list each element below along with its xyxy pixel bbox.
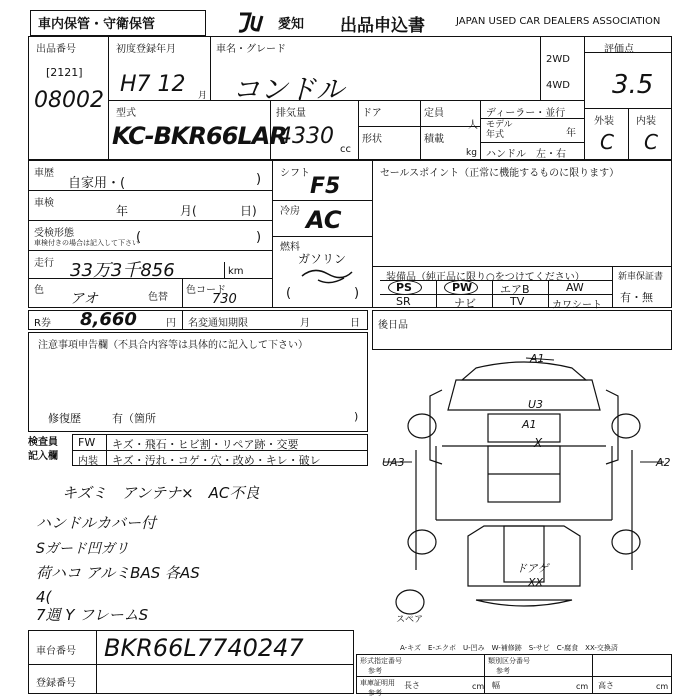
load-unit: kg [466,148,477,158]
pw-circle [444,280,478,295]
swatch-label: 色替 [148,292,168,303]
diagram-mark-a1-top: A1 [530,352,545,365]
owner-label: 後日品 [378,320,408,331]
warranty-label: 受検形態 [34,228,74,239]
handwritten-note-5: 4( [36,588,52,606]
year-unit: 年 [566,128,576,139]
displacement-value: 4330 [278,124,334,149]
grade-int-label: 内装 [636,116,656,127]
cooling-label: 冷房 [280,206,300,217]
fw-items: キズ・飛石・ヒビ割・リペア跡・交要 [112,438,299,451]
color-code: 730 [212,292,237,307]
ju-logo [236,10,276,34]
owner-box [372,310,672,350]
history-value: 自家用・( [68,176,126,191]
capacity-unit: 人 [468,120,478,131]
warranty-book-label: 新車保証書 [618,272,664,282]
diagram-mark-u3: U3 [528,398,544,411]
mark2-sub: 参考 [496,667,510,675]
name-change-month: 月 [300,318,310,329]
handwritten-note-1: キズミ アンテナ× AC不良 [62,484,260,502]
car-name-value: コンドル [232,73,345,106]
size-height-unit: cm [656,682,669,691]
cert-label: 車庫証明用 [360,679,395,687]
form-title: 出品申込書 [340,16,425,36]
size-width-unit: cm [576,682,589,691]
handle-label: ハンドル 左・右 [486,149,566,160]
mileage-unit: km [228,266,244,277]
size-width-label: 幅 [492,681,500,690]
grade-int-value: C [644,130,658,154]
model-year-label: モデル 年式 [486,120,513,140]
car-name-label: 車名・グレード [216,44,286,55]
displacement-unit: cc [340,144,351,155]
diagram-mark-a2: A2 [656,456,671,469]
vehicle-diagram [376,350,672,650]
size-length-label: 長さ [404,681,420,690]
inspection-month: 月( [180,204,197,218]
in-label: 内装 [78,456,98,467]
grade-label: 評価点 [604,44,634,55]
grade-ext-label: 外装 [594,116,614,127]
in-items: キズ・汚れ・コゲ・穴・改め・キレ・破レ [112,454,321,467]
org-name: 愛知 [278,17,305,32]
mark1-sub: 参考 [368,667,382,675]
repair-close: ) [354,410,359,423]
notes-label: 注意事項申告欄（不具合内容等は具体的に記入して下さい） [38,340,308,351]
equip-pw: PW [452,281,473,294]
history-label: 車歴 [34,168,54,179]
size-length-unit: cm [472,682,485,691]
equip-sr: SR [396,295,411,308]
door-label: ドア [362,108,382,119]
drive-2wd: 2WD [546,54,570,65]
handwritten-note-6: 7週 Y フレームS [36,606,149,624]
equip-airbag: エアB [500,283,530,296]
fuel-scribble [298,266,358,290]
recycle-label: R券 [34,318,51,329]
name-change-label: 名変通知期限 [188,318,248,329]
inspection-year: 年 [116,204,129,218]
registration-suffix: 月 [198,91,208,101]
dealer-label: ディーラー・並行 [486,108,566,119]
warranty-close: ) [256,230,262,245]
registration-label: 初度登録年月 [116,44,176,55]
cert-sub: 参考 [368,689,382,697]
model-label: 型式 [116,108,136,119]
chassis-label: 車台番号 [36,646,76,657]
shift-value: F5 [310,174,341,199]
equip-aw: AW [566,281,584,294]
warranty-open: ( [136,230,142,245]
equip-ps: PS [396,281,412,294]
warranty-sub: 車検付きの場合は記入して下さい [34,239,139,247]
displacement-label: 排気量 [276,108,306,119]
chassis-value: BKR66L7740247 [104,634,304,662]
model-value: KC-BKR66LAR [112,122,287,150]
repair-label: 修復歴 [48,412,81,425]
lot-sub: [2121] [46,66,83,79]
diagram-mark-x: X [534,436,543,450]
recycle-value: 8,660 [80,309,137,330]
mileage-value: 33万3千856 [70,260,175,281]
damage-legend: A-キズ E-エクボ U-凹み W-補修跡 S-サビ C-腐食 XX-交換済 [400,644,618,652]
color-value: アオ [70,291,98,307]
mileage-label: 走行 [34,258,54,269]
grade-value: 3.5 [612,70,654,100]
equip-leather-seat: カワシート [552,300,602,311]
registration-value: H7 12 [120,72,186,97]
fuel-label: 燃料 [280,242,300,253]
warranty-book-value: 有・無 [620,291,653,304]
association-name: JAPAN USED CAR DEALERS ASSOCIATION [456,16,661,27]
handwritten-note-3: Sガード凹ガリ [36,541,129,557]
storage-badge-text: 車内保管・守衛保管 [38,17,156,32]
equip-navi: ナビ [454,297,476,310]
color-label: 色 [34,285,44,296]
diagram-mark-door: ドアゲ [516,562,549,575]
color-code-label: 色コード [186,285,226,296]
equipment-label: 装備品（純正品に限り○をつけてください） [386,272,585,283]
shape-label: 形状 [362,134,382,145]
recycle-unit: 円 [166,318,176,329]
grade-ext-value: C [600,130,614,154]
mark2-label: 類別区分番号 [488,657,530,665]
lot-label: 出品番号 [36,44,76,55]
size-height-label: 高さ [598,681,614,690]
history-close: ) [256,172,262,187]
sales-point-label: セールスポイント（正常に機能するものに限ります） [380,168,620,179]
fw-label: FW [78,436,96,449]
inspector-label: 検査員 記入欄 [28,437,58,462]
handwritten-note-4: 荷ハコ アルミBAS 各AS [36,564,200,582]
ps-circle [388,280,422,295]
shift-label: シフト [280,168,310,179]
handwritten-note-2: ハンドルカバー付 [36,514,157,532]
diagram-mark-a1-mid: A1 [522,418,537,431]
load-label: 積載 [424,134,444,145]
equip-tv: TV [510,295,525,308]
reg-number-label: 登録番号 [36,678,76,689]
diagram-mark-xx: XX [528,576,544,589]
mark1-label: 形式指定番号 [360,657,402,665]
diagram-mark-ua3: UA3 [382,456,405,469]
name-change-day: 日 [350,318,360,329]
inspection-day: 日) [240,204,257,218]
capacity-label: 定員 [424,108,444,119]
inspection-label: 車検 [34,198,54,209]
cooling-value: AC [306,206,342,234]
fuel-value: ガソリン [298,252,347,266]
drive-4wd: 4WD [546,80,570,91]
lot-number: 08002 [34,88,104,113]
repair-value: 有（箇所 [112,412,156,425]
spare-label: スペア [396,615,424,625]
